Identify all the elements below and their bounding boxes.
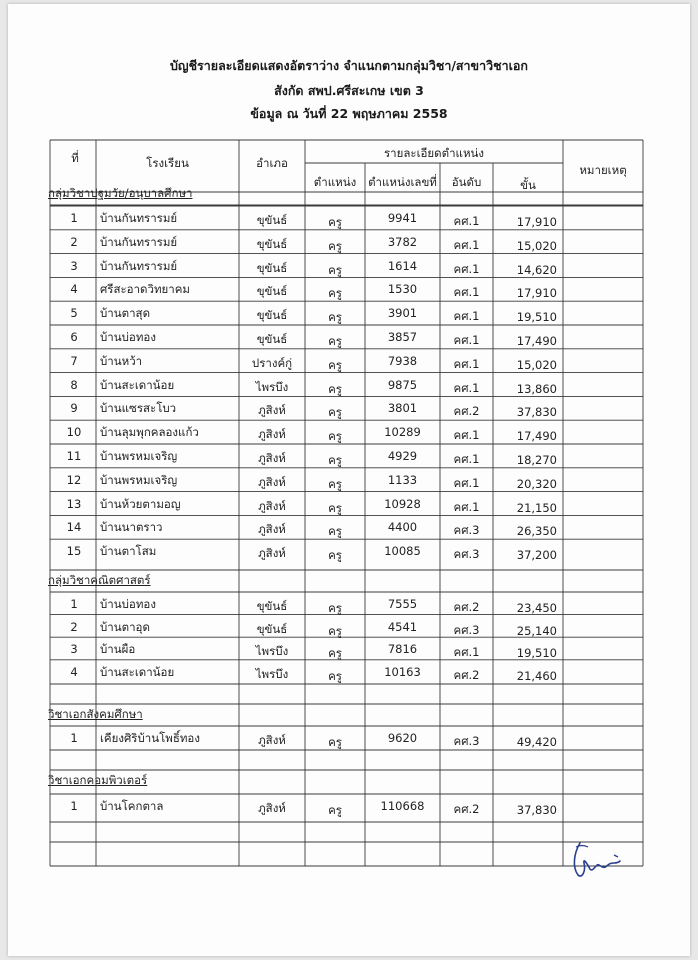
row-number: 6 (70, 330, 78, 344)
district-name: ไพรบึง (255, 379, 289, 394)
position-number: 110668 (380, 799, 425, 813)
step-value: 49,420 (516, 735, 557, 749)
position-title: ครู (328, 735, 342, 749)
header-position-number: ตำแหน่งเลขที่ (368, 175, 437, 189)
district-name: ภูสิงห์ (258, 546, 286, 561)
rank-value: คศ.2 (453, 667, 480, 682)
section-heading: วิชาเอกคอมพิวเตอร์ (48, 773, 148, 787)
row-number: 4 (70, 664, 78, 679)
header-position: ตำแหน่ง (313, 175, 357, 189)
row-number: 15 (66, 544, 82, 559)
step-value: 17,490 (516, 429, 557, 444)
row-number: 14 (66, 520, 82, 535)
school-name: บ้านบ่อทอง (100, 597, 156, 611)
position-title: ครู (328, 238, 342, 253)
position-title: ครู (328, 476, 342, 491)
school-name: บ้านตาโสม (100, 544, 157, 559)
position-number: 10085 (384, 544, 421, 559)
step-value: 26,350 (516, 524, 557, 539)
rank-value: คศ.1 (453, 428, 480, 443)
district-name: ภูสิงห์ (258, 522, 286, 537)
position-number: 4400 (387, 520, 418, 535)
header-details: รายละเอียดตำแหน่ง (383, 146, 485, 160)
section-heading: วิชาเอกสังคมศึกษา (48, 707, 143, 721)
row-number: 4 (70, 282, 78, 297)
document-title: บัญชีรายละเอียดแสดงอัตราว่าง จำแนกตามกลุ่มวิชา/สาขาวิชาเอก (169, 58, 528, 73)
rank-value: คศ.1 (453, 214, 480, 228)
district-name: ภูสิงห์ (258, 498, 286, 513)
rank-value: คศ.3 (453, 734, 480, 748)
district-name: ขุขันธ์ (256, 213, 288, 227)
school-name: บ้านแซรสะโบว (100, 401, 177, 416)
step-value: 25,140 (516, 623, 557, 638)
row-number: 13 (66, 496, 82, 511)
row-number: 3 (70, 642, 78, 657)
rank-value: คศ.1 (453, 309, 480, 324)
header-rank: อันดับ (451, 175, 482, 189)
school-name: บ้านพรหมเจริญ (100, 449, 178, 463)
position-number: 9620 (387, 731, 418, 745)
row-number: 9 (70, 401, 78, 416)
position-title: ครู (328, 215, 342, 229)
row-number: 11 (66, 449, 82, 463)
position-title: ครู (328, 524, 342, 539)
position-title: ครู (328, 601, 342, 615)
position-number: 4929 (387, 449, 418, 463)
school-name: เคียงศิริบ้านโพธิ์ทอง (100, 731, 200, 745)
rank-value: คศ.1 (453, 380, 480, 395)
step-value: 37,830 (516, 405, 557, 420)
step-value: 15,020 (516, 238, 557, 253)
row-number: 1 (70, 731, 78, 745)
school-name: บ้านหว้า (100, 353, 143, 368)
district-name: ภูสิงห์ (258, 733, 286, 747)
position-title: ครู (328, 623, 342, 638)
step-value: 15,020 (516, 357, 557, 372)
rank-value: คศ.3 (453, 547, 480, 562)
school-name: บ้านกันทรารมย์ (100, 211, 178, 225)
rank-value: คศ.2 (453, 802, 480, 816)
position-number: 4541 (387, 619, 418, 634)
rank-value: คศ.1 (453, 333, 480, 347)
district-name: ภูสิงห์ (258, 427, 286, 442)
school-name: บ้านห้วยตามอญ (100, 496, 181, 511)
district-name: ขุขันธ์ (256, 332, 288, 346)
school-name: บ้านกันทรารมย์ (100, 234, 178, 249)
row-number: 10 (66, 425, 82, 440)
signature (566, 835, 626, 889)
position-number: 9875 (387, 377, 418, 392)
position-number: 1530 (387, 282, 418, 297)
rank-value: คศ.1 (453, 356, 480, 371)
district-name: ปรางค์กู่ (251, 355, 293, 370)
header-school: โรงเรียน (146, 156, 189, 170)
school-name: บ้านผือ (100, 642, 136, 657)
school-name: บ้านสะเดาน้อย (100, 377, 175, 392)
rank-value: คศ.2 (453, 404, 480, 419)
row-number: 12 (66, 472, 82, 487)
position-title: ครู (328, 646, 342, 661)
row-number: 2 (70, 619, 78, 634)
position-number: 1133 (387, 472, 418, 487)
row-number: 2 (70, 234, 78, 249)
row-number: 5 (70, 306, 78, 321)
district-name: ขุขันธ์ (256, 236, 288, 251)
position-number: 7816 (387, 642, 418, 657)
rank-value: คศ.2 (453, 600, 480, 614)
district-name: ขุขันธ์ (256, 621, 288, 636)
position-title: ครู (328, 405, 342, 420)
position-number: 7938 (387, 353, 418, 368)
step-value: 21,150 (516, 500, 557, 515)
district-name: ขุขันธ์ (256, 308, 288, 323)
step-value: 23,450 (516, 601, 557, 615)
document-subtitle-office: สังกัด สพป.ศรีสะเกษ เขต 3 (274, 83, 424, 98)
position-title: ครู (328, 357, 342, 372)
position-title: ครู (328, 381, 342, 396)
header-district: อำเภอ (256, 156, 288, 170)
step-value: 37,830 (516, 803, 557, 817)
section-heading: กลุ่มวิชาคณิตศาสตร์ (48, 573, 151, 587)
position-title: ครู (328, 803, 342, 817)
row-number: 1 (70, 211, 78, 225)
district-name: ภูสิงห์ (258, 474, 286, 489)
document-subtitle-date: ข้อมูล ณ วันที่ 22 พฤษภาคม 2558 (250, 106, 448, 121)
district-name: ไพรบึง (255, 666, 289, 681)
header-step: ขั้น (520, 178, 536, 192)
rank-value: คศ.1 (453, 645, 480, 660)
position-number: 7555 (387, 597, 418, 611)
position-number: 1614 (387, 258, 418, 273)
header-remark: หมายเหตุ (579, 163, 627, 177)
step-value: 14,620 (516, 262, 557, 277)
rank-value: คศ.1 (453, 261, 480, 276)
position-number: 10289 (384, 425, 421, 440)
position-number: 10163 (384, 664, 421, 679)
row-number: 1 (70, 799, 78, 813)
position-number: 3901 (387, 306, 418, 321)
position-number: 9941 (387, 211, 418, 225)
position-title: ครู (328, 668, 342, 683)
district-name: ขุขันธ์ (256, 599, 288, 613)
position-title: ครู (328, 310, 342, 325)
district-name: ขุขันธ์ (256, 284, 288, 299)
step-value: 17,910 (516, 286, 557, 301)
school-name: ศรีสะอาดวิทยาคม (100, 282, 191, 297)
district-name: ไพรบึง (255, 644, 289, 659)
position-number: 3782 (387, 234, 418, 249)
step-value: 18,270 (516, 453, 557, 467)
header-no: ที่ (71, 151, 79, 165)
position-number: 3801 (387, 401, 418, 416)
school-name: บ้านนาตราว (100, 520, 163, 535)
school-name: บ้านตาอุด (100, 619, 150, 634)
position-title: ครู (328, 334, 342, 348)
row-number: 7 (70, 353, 78, 368)
section-heading: กลุ่มวิชาปฐมวัย/อนุบาลศึกษา (48, 186, 193, 200)
position-title: ครู (328, 453, 342, 467)
school-name: บ้านลุมพุกคลองแก้ว (100, 425, 199, 440)
rank-value: คศ.1 (453, 452, 480, 466)
position-number: 10928 (384, 496, 421, 511)
position-number: 3857 (387, 330, 418, 344)
school-name: บ้านบ่อทอง (100, 330, 156, 344)
rank-value: คศ.3 (453, 523, 480, 538)
district-name: ภูสิงห์ (258, 403, 286, 418)
district-name: ขุขันธ์ (256, 260, 288, 275)
row-number: 3 (70, 258, 78, 273)
school-name: บ้านพรหมเจริญ (100, 472, 178, 487)
step-value: 19,510 (516, 646, 557, 661)
step-value: 19,510 (516, 310, 557, 325)
step-value: 13,860 (516, 381, 557, 396)
school-name: บ้านกันทรารมย์ (100, 258, 178, 273)
school-name: บ้านตาสุด (100, 306, 151, 321)
position-title: ครู (328, 286, 342, 301)
rank-value: คศ.3 (453, 622, 480, 637)
rank-value: คศ.1 (453, 499, 480, 514)
district-name: ภูสิงห์ (258, 801, 286, 815)
rank-value: คศ.1 (453, 285, 480, 300)
rank-value: คศ.1 (453, 475, 480, 490)
step-value: 37,200 (516, 548, 557, 563)
school-name: บ้านโคกตาล (100, 799, 164, 813)
step-value: 21,460 (516, 668, 557, 683)
position-title: ครู (328, 500, 342, 515)
school-name: บ้านสะเดาน้อย (100, 664, 175, 679)
district-name: ภูสิงห์ (258, 451, 286, 465)
step-value: 17,490 (516, 334, 557, 348)
position-title: ครู (328, 429, 342, 444)
row-number: 8 (70, 377, 78, 392)
step-value: 17,910 (516, 215, 557, 229)
row-number: 1 (70, 597, 78, 611)
step-value: 20,320 (516, 476, 557, 491)
rank-value: คศ.1 (453, 237, 480, 252)
position-title: ครู (328, 548, 342, 563)
position-title: ครู (328, 262, 342, 277)
